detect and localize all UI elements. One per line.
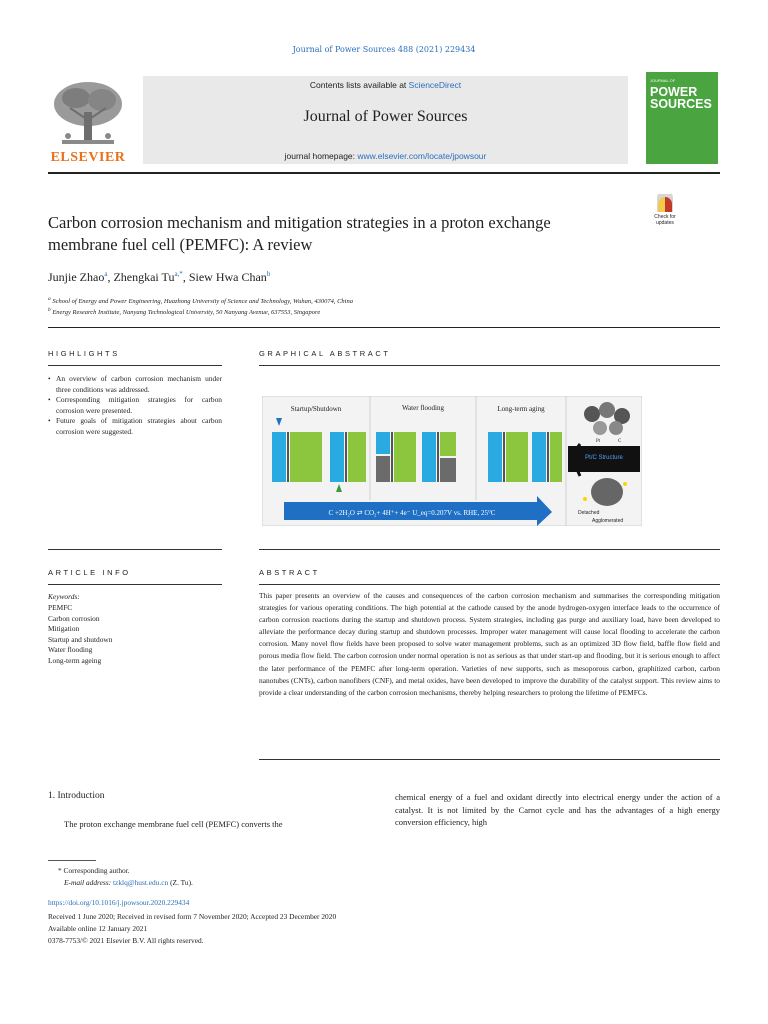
article-title: Carbon corrosion mechanism and mitigation strategies in a proton exchange membrane fuel cell (PEMFC): A review [48, 213, 551, 254]
author-name[interactable]: Zhengkai Tu [113, 270, 175, 284]
email-link[interactable]: tzklq@hust.edu.cn [113, 878, 169, 887]
divider [48, 584, 222, 585]
author-name[interactable]: Junjie Zhao [48, 270, 105, 284]
agglomerated-label: Agglomerated [592, 518, 624, 524]
intro-paragraph-right: chemical energy of a fuel and oxidant directly into electrical energy under the action of a catalyst. It is not limited by the Carnot cycle and has the advantages of a high energy conversion efficiency, high [395, 792, 720, 827]
sciencedirect-link[interactable]: ScienceDirect [408, 80, 462, 90]
abstract-text: This paper presents an overview of the causes and consequences of the carbon corrosion mechanism and summarises the corresponding mitigation strategies for various operating conditions. The high potential at the cathode caused by the anode hydrogen-oxygen interface leads to the occurrence of carbon corrosion reactions during the startup and shutdown process. System strategies, including gas purge and auxiliary load, have been developed to alleviate the performance decay during startup and shutdown processes. Improper water management will cause local flooding to accelerate the carbon corrosion. Many novel flow fields have been proposed to solve water management problems, such as an optimized 3D flow field, baffle flow field and porous media flow field. The carbon corrosion under normal operation is not as serious as that under start-up and flooding, but it is serious enough to affect the later performance of the PEMFC after long-term operation. Varieties of new supports, such as mesoporous carbon, graphitized carbon, carbon nanotubes (CNTs), carbon nanofibers (CNF), and metal oxides, have been developed to improve the durability of the catalyst support. This review aims to provide a clear understanding of the carbon corrosion mechanisms, thereby helping researchers to prolong the lifetime of PEMFCs. [259, 591, 720, 697]
keyword: Startup and shutdown [48, 634, 113, 644]
received-dates: Received 1 June 2020; Received in revised form 7 November 2020; Accepted 23 December 2020 [48, 912, 337, 921]
graphical-abstract-figure[interactable] [262, 396, 642, 526]
panel-label-flooding: Water flooding [401, 404, 445, 412]
journal-title: Journal of Power Sources [303, 108, 468, 125]
structure-label: Pt/C Structure [585, 455, 623, 461]
reaction-equation: C +2H₂O ⇄ CO₂+ 4H⁺+ 4e⁻ U_eq=0.207V vs. RHE, 25°C [328, 509, 496, 517]
affiliation-a: $^a$ School of Energy and Power Engineering, Huazhong University of Science and Technology, Wuhan, 430074, China [48, 296, 353, 306]
homepage-link[interactable]: www.elsevier.com/locate/jpowsour [357, 151, 487, 161]
highlights-heading: HIGHLIGHTS [48, 349, 120, 358]
online-date: Available online 12 January 2021 [48, 924, 148, 933]
keyword: Mitigation [48, 624, 80, 634]
highlights-list [48, 374, 222, 437]
keyword: Long-term ageing [48, 655, 102, 665]
abstract-heading: ABSTRACT [259, 568, 320, 577]
doi-link[interactable]: https://doi.org/10.1016/j.jpowsour.2020.229434 [48, 898, 190, 907]
section-heading-introduction: 1. Introduction [48, 791, 105, 801]
author-name[interactable]: Siew Hwa Chan [188, 270, 267, 284]
contents-line: Contents lists available at ScienceDirect [309, 80, 462, 90]
graphical-abstract-heading: GRAPHICAL ABSTRACT [259, 349, 391, 358]
author-sup[interactable]: a,* [174, 270, 183, 278]
intro-paragraph-left: The proton exchange membrane fuel cell (PEMFC) converts the [64, 819, 283, 829]
divider [48, 549, 222, 550]
email-note: E-mail address: tzklq@hust.edu.cn (Z. Tu). [64, 878, 193, 887]
affiliation-b: $^b$ Energy Research Institute, Nanyang Technological University, 50 Nanyang Avenue, 637553, Singapore [48, 307, 321, 317]
copyright: 0378-7753/© 2021 Elsevier B.V. All rights reserved. [48, 936, 204, 945]
corresponding-author-note: * Corresponding author. [58, 866, 130, 875]
keywords-list [48, 603, 112, 667]
author-sup[interactable]: b [266, 270, 271, 278]
check-for-updates-icon[interactable] [643, 194, 687, 232]
divider [48, 172, 720, 174]
keyword: Water flooding [48, 645, 93, 655]
c-label: C [618, 439, 622, 444]
highlight-item: • An overview of carbon corrosion mechanism under three conditions was addressed. [48, 374, 222, 395]
keyword: PEMFC [48, 603, 73, 612]
divider [259, 584, 720, 585]
keywords-label: Keywords: [48, 592, 80, 601]
divider [259, 549, 720, 550]
journal-citation[interactable]: Journal of Power Sources 488 (2021) 229434 [292, 45, 476, 54]
divider [48, 365, 222, 366]
divider [259, 365, 720, 366]
aging-cells [488, 432, 562, 482]
highlight-item: • Corresponding mitigation strategies for carbon corrosion were presented. [48, 395, 222, 416]
cover-title: POWER SOURCES [650, 85, 712, 111]
cover-subtitle: JOURNAL OF [650, 78, 676, 83]
elsevier-wordmark: ELSEVIER [50, 150, 126, 165]
highlight-item: • Future goals of mitigation strategies about carbon corrosion were suggested. [48, 416, 222, 437]
check-for-updates-label: Check for updates [654, 214, 676, 226]
footnote-divider [48, 860, 96, 861]
author-list: Junjie Zhao$^a$, Zhengkai $Tu^{a,*}$, Siew Hwa Chan$^b$ [48, 270, 271, 284]
panel-label-startup: Startup/Shutdown [290, 405, 342, 413]
panel-label-aging: Long-term aging [497, 405, 545, 413]
journal-homepage: journal homepage: www.elsevier.com/locate/jpowsour [284, 151, 487, 161]
article-info-heading: ARTICLE INFO [48, 568, 131, 577]
divider [259, 759, 720, 760]
keyword: Carbon corrosion [48, 613, 100, 623]
detached-label: Detached [578, 510, 600, 516]
author-sup[interactable]: a [104, 270, 108, 278]
pt-label: Pt [596, 439, 601, 444]
divider [48, 327, 720, 328]
